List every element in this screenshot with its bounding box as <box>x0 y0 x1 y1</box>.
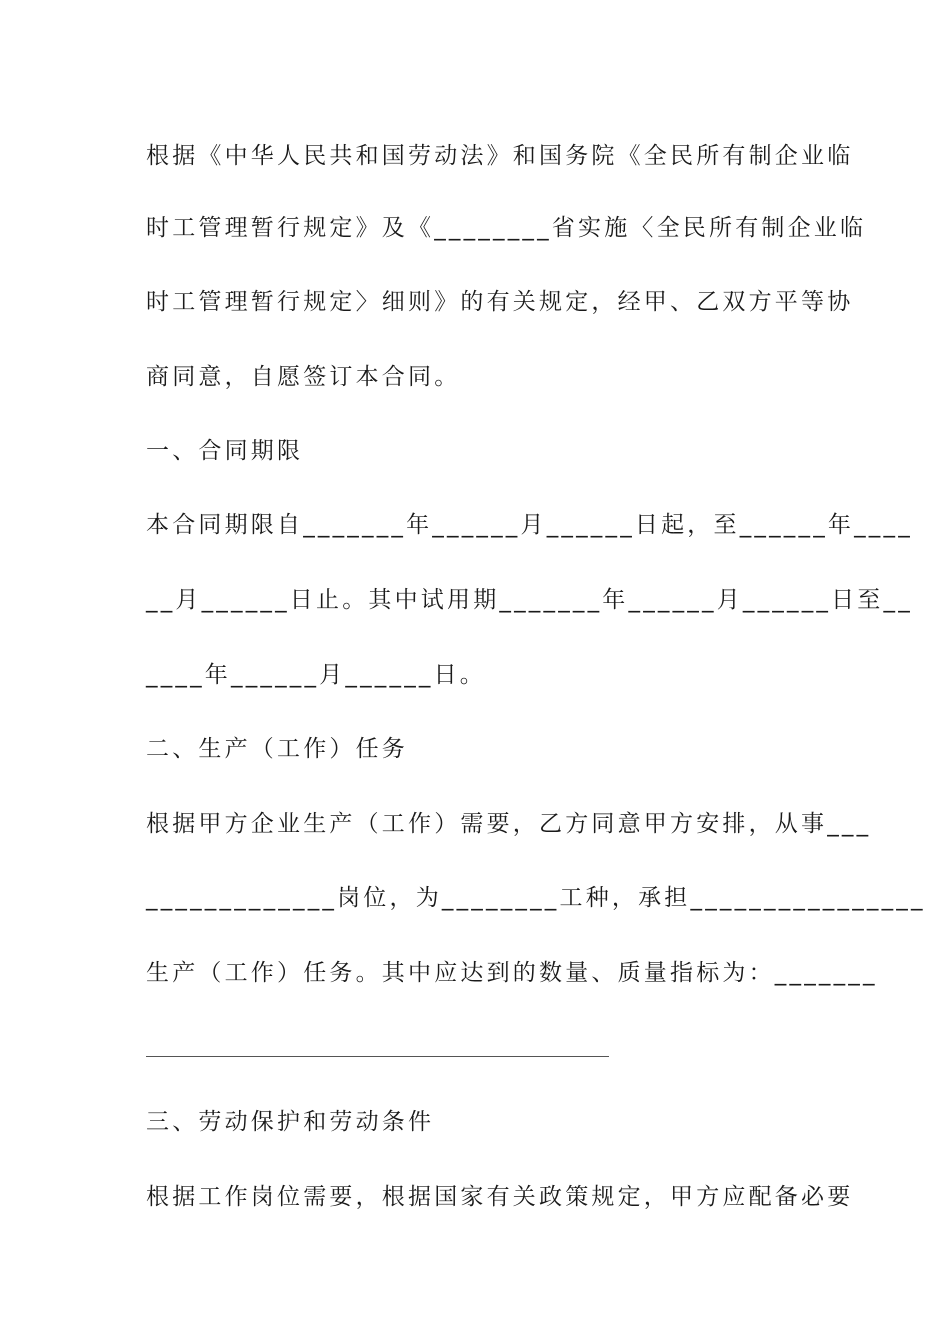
blank-fill-line <box>146 1056 609 1057</box>
paragraph-line-2: 时工管理暂行规定》及《________省实施〈全民所有制企业临 <box>146 215 867 241</box>
task-line-1: 根据甲方企业生产（工作）需要，乙方同意甲方安排，从事___ <box>146 811 872 837</box>
term-line-2: __月______日止。其中试用期_______年______月______日至__ <box>146 587 913 613</box>
task-line-2: _____________岗位，为________工种，承担________________ <box>146 885 926 911</box>
protection-line-1: 根据工作岗位需要，根据国家有关政策规定，甲方应配备必要 <box>146 1184 854 1210</box>
term-line-1: 本合同期限自_______年______月______日起，至______年____ <box>146 512 913 538</box>
section-heading-term: 一、合同期限 <box>146 438 304 464</box>
section-heading-protection: 三、劳动保护和劳动条件 <box>146 1109 435 1135</box>
paragraph-line-3: 时工管理暂行规定〉细则》的有关规定，经甲、乙双方平等协 <box>146 289 854 315</box>
term-line-3: ____年______月______日。 <box>146 662 486 688</box>
paragraph-line-4: 商同意，自愿签订本合同。 <box>146 364 461 390</box>
paragraph-line-1: 根据《中华人民共和国劳动法》和国务院《全民所有制企业临 <box>146 143 854 169</box>
section-heading-task: 二、生产（工作）任务 <box>146 736 408 762</box>
task-line-3: 生产（工作）任务。其中应达到的数量、质量指标为：_______ <box>146 960 878 986</box>
